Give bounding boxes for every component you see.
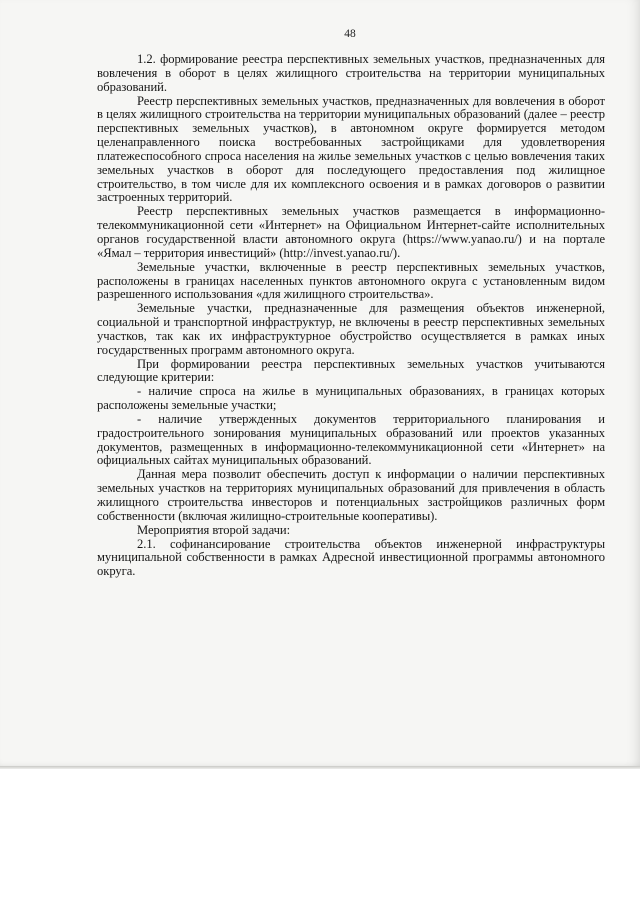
paragraph-criteria-intro: При формировании реестра перспективных земельных участков учитываются следующие критерии:: [97, 356, 605, 385]
criteria-item-planning-documents: - наличие утвержденных документов территориального планирования и градостроительного зонирования муниципальных образований или проектов указанных документов, размещенных в информационно-телекоммуникационной сети «Интернет» на официальных сайтах муниципальных образований.: [97, 411, 605, 468]
paragraph-land-location: Земельные участки, включенные в реестр перспективных земельных участков, расположены в границах населенных пунктов автономного округа с установленным видом разрешенного использования «для жилищного строительства».: [97, 259, 605, 302]
paragraph-registry-publication: Реестр перспективных земельных участков размещается в информационно-телекоммуникационной сети «Интернет» на Официальном Интернет-сайте исполнительных органов государственной власти автономного округа (https://www.yanao.ru/) и на портале «Ямал – территория инвестиций» (http://invest.yanao.ru/).: [97, 204, 605, 260]
paragraph-1-2-registry: 1.2. формирование реестра перспективных земельных участков, предназначенных для вовлечения в оборот в целях жилищного строительства на территории муниципальных образований.: [97, 52, 605, 94]
paragraph-infrastructure-exclusion: Земельные участки, предназначенные для размещения объектов инженерной, социальной и транспортной инфраструктур, не включены в реестр перспективных земельных участков, так как их инфраструктурное обустройство осуществляется в рамках иных государственных программ автономного округа.: [97, 301, 605, 357]
document-body: [97, 53, 605, 579]
paragraph-second-task-heading: Мероприятия второй задачи:: [137, 522, 291, 537]
page-number: 48: [344, 28, 356, 40]
paragraph-registry-definition: Реестр перспективных земельных участков, предназначенных для вовлечения в оборот в целях жилищного строительства на территории муниципальных образований (далее – реестр перспективных земельных участков), в автономном округе формируется методом целенаправленного поиска востребованных застройщиками для удовлетворения платежеспособного спроса населения на жилье земельных участков с целью вовлечения таких земельных участков в оборот для последующего предоставления под жилищное строительство, в том числе для их комплексного освоения и в рамках договоров о развитии застроенных территорий.: [97, 93, 605, 205]
paragraph-measure-effect: Данная мера позволит обеспечить доступ к информации о наличии перспективных земельных участков на территориях муниципальных образований для привлечения в область жилищного строительства инвесторов и потенциальных застройщиков различных форм собственности (включая жилищно-строительные кооперативы).: [97, 467, 605, 523]
paragraph-2-1-cofinancing: 2.1. софинансирование строительства объектов инженерной инфраструктуры муниципальной собственности в рамках Адресной инвестиционной программы автономного округа.: [97, 536, 605, 579]
page-bottom-edge: [0, 766, 640, 769]
criteria-item-demand: - наличие спроса на жилье в муниципальных образованиях, в границах которых расположены земельные участки;: [97, 384, 605, 413]
